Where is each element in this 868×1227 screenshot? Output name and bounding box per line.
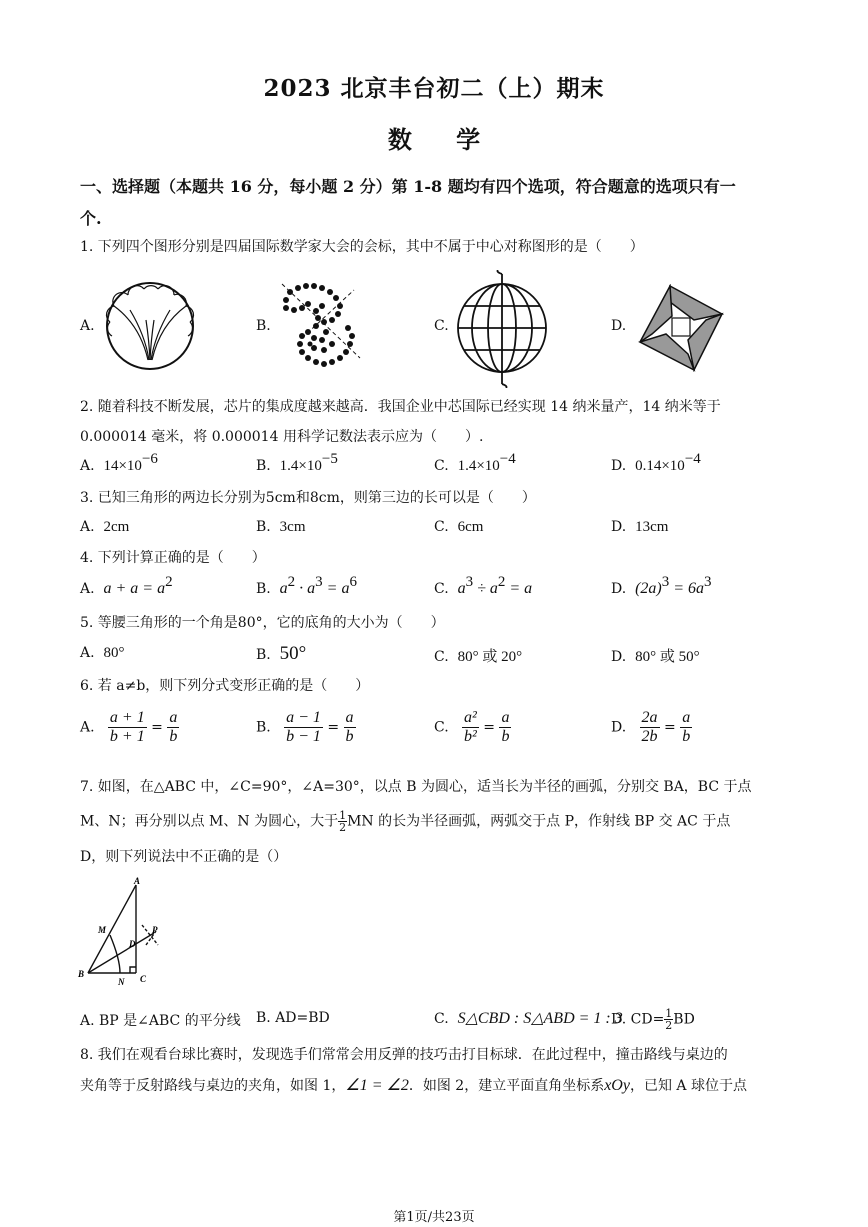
q7-triangle-figure bbox=[76, 875, 166, 990]
q5-option-a: A. 80° bbox=[80, 645, 125, 661]
subject-char-2: 学 bbox=[456, 125, 481, 154]
q7-label-n: N bbox=[118, 977, 125, 987]
question-5-text: 5. 等腰三角形的一个角是80°，它的底角的大小为（ ） bbox=[80, 615, 445, 631]
q7-option-d: D. CD= $\frac{1}{2}$ BD bbox=[611, 1007, 695, 1032]
q6-option-a: A. $\frac{a + 1}{b + 1}$ = $\frac{a}{b}$ bbox=[80, 709, 178, 745]
question-3-text: 3. 已知三角形的两边长分别为5cm和8cm，则第三边的长可以是（ ） bbox=[80, 490, 536, 506]
q3-option-d: D. 13cm bbox=[611, 519, 669, 535]
question-7-line3: D，则下列说法中不正确的是（） bbox=[80, 849, 288, 865]
question-8-line1: 8. 我们在观看台球比赛时，发现选手们常常会用反弹的技巧击打目标球．在此过程中，撞击路线与桌边的 bbox=[80, 1047, 728, 1063]
question-7-line1: 7. 如图，在△ABC 中，∠C=90°，∠A=30°，以点 B 为圆心，适当长为半径的画弧，分别交 BA，BC 于点 bbox=[80, 779, 752, 795]
q1-option-b-label: B. bbox=[256, 318, 271, 334]
q1-figure-d-emblem bbox=[634, 284, 724, 372]
section-heading-line2: 个. bbox=[80, 209, 102, 228]
q2-option-c: C. $1.4\times 10^{-4}$ bbox=[434, 451, 516, 474]
q7-option-b: B. AD=BD bbox=[256, 1010, 330, 1026]
q5-option-d: D. 80° 或 50° bbox=[611, 649, 700, 665]
question-8-line2: 夹角等于反射路线与桌边的夹角，如图 1，∠1 = ∠2．如图 2，建立平面直角坐标系xOy，已知 A 球位于点 bbox=[80, 1077, 747, 1094]
q5-option-b: B. 50° bbox=[256, 643, 307, 664]
q6-option-b: B. $\frac{a - 1}{b - 1}$ = $\frac{a}{b}$ bbox=[256, 709, 354, 745]
q2-option-b: B. $1.4\times 10^{-5}$ bbox=[256, 451, 338, 474]
question-2-line2: 0.000014 毫米，将 0.000014 用科学记数法表示应为（ ）. bbox=[80, 429, 484, 445]
q1-option-d-label: D. bbox=[611, 318, 627, 334]
section-heading-line1: 一、选择题（本题共 16 分，每小题 2 分）第 1-8 题均有四个选项，符合题意的选项只有一 bbox=[80, 177, 736, 196]
q3-option-a: A. 2cm bbox=[80, 519, 130, 535]
q7-label-m: M bbox=[98, 925, 107, 935]
q7-label-c: C bbox=[140, 974, 147, 984]
q1-figure-a-emblem bbox=[100, 280, 200, 372]
page-number: 第1页/共23页 bbox=[393, 1210, 475, 1225]
question-6-text: 6. 若 a≠b，则下列分式变形正确的是（ ） bbox=[80, 678, 370, 694]
q6-option-d: D. $\frac{2a}{2b}$ = $\frac{a}{b}$ bbox=[611, 709, 691, 745]
question-1-text: 1. 下列四个图形分别是四届国际数学家大会的会标，其中不属于中心对称图形的是（ ） bbox=[80, 239, 644, 255]
q6-option-c: C. $\frac{\text{a²}}{\text{b²}}$ = $\frac{a}{b}$ bbox=[434, 709, 510, 745]
q4-option-a: A. $a + a = a^2$ bbox=[80, 574, 173, 597]
page-title: 2023 北京丰台初二（上）期末 bbox=[263, 75, 605, 102]
question-2-line1: 2. 随着科技不断发展，芯片的集成度越来越高．我国企业中芯国际已经实现 14 纳米量产，14 纳米等于 bbox=[80, 399, 721, 415]
q2-option-a: A. $14\times 10^{-6}$ bbox=[80, 451, 158, 474]
q4-option-b: B. $a^2 \cdot a^3 = a^6$ bbox=[256, 574, 357, 597]
q7-label-b: B bbox=[78, 969, 85, 979]
q7-label-p: P bbox=[152, 925, 158, 935]
question-4-text: 4. 下列计算正确的是（ ） bbox=[80, 550, 266, 566]
q4-option-c: C. $a^3 \div a^2 = a$ bbox=[434, 574, 533, 597]
q7-option-c: C. S△CBD : S△ABD = 1 : 3 bbox=[434, 1010, 623, 1027]
question-7-line2: M、N；再分别以点 M、N 为圆心，大于 $\frac{1}{2}$ MN 的长为半径画弧，两弧交于点 P，作射线 BP 交 AC 于点 bbox=[80, 809, 731, 834]
q3-option-b: B. 3cm bbox=[256, 519, 306, 535]
q1-figure-b-emblem bbox=[272, 278, 372, 373]
q7-label-a: A bbox=[134, 876, 141, 886]
q3-option-c: C. 6cm bbox=[434, 519, 484, 535]
q2-option-d: D. $0.14\times 10^{-4}$ bbox=[611, 451, 701, 474]
subject-char-1: 数 bbox=[387, 125, 412, 154]
q1-option-c-label: C. bbox=[434, 318, 449, 334]
q4-option-d: D. $(2a)^3 = 6a^3$ bbox=[611, 574, 712, 597]
q1-figure-c-emblem bbox=[452, 270, 552, 388]
q1-option-a-label: A. bbox=[80, 318, 95, 334]
q7-label-d: D bbox=[129, 939, 136, 949]
subject-title bbox=[0, 120, 868, 155]
q5-option-c: C. 80° 或 20° bbox=[434, 649, 523, 665]
q7-option-a: A. BP 是∠ABC 的平分线 bbox=[80, 1013, 241, 1029]
